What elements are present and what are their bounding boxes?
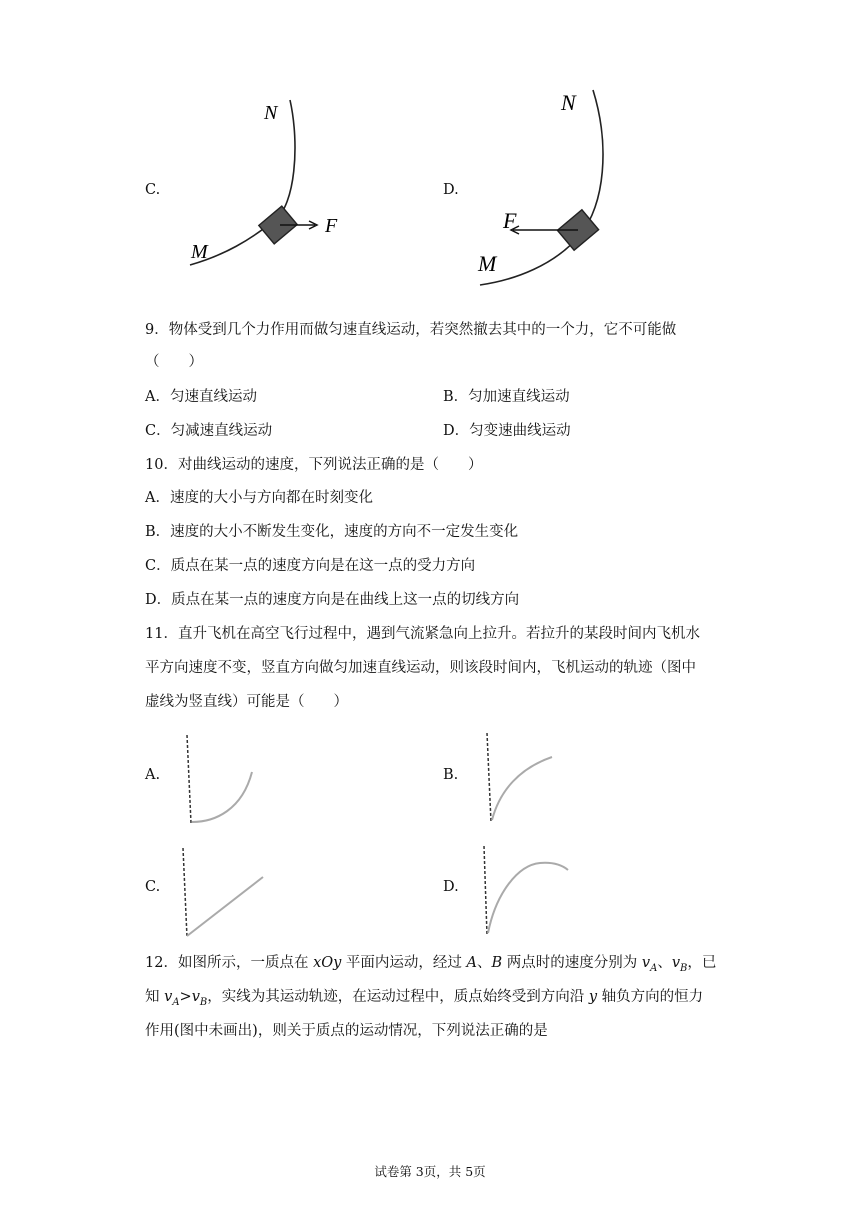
question-11-figure-d[interactable]: [478, 843, 578, 943]
question-12-stem-line3: 作用(图中未画出)，则关于质点的运动情况，下列说法正确的是: [145, 1023, 548, 1039]
question-9-option-b[interactable]: B．匀加速直线运动: [443, 389, 570, 405]
force-label-f: F: [325, 215, 338, 237]
point-label-n: N: [264, 102, 278, 124]
question-12-stem-line2: 知 $v_A>v_B$，实线为其运动轨迹，在运动过程中，质点始终受到方向沿 y 轴负方向的恒力: [145, 989, 704, 1008]
point-label-n: N: [561, 90, 576, 115]
figure-8d-diagram: [475, 85, 635, 290]
option-c-label: C.: [145, 182, 161, 198]
question-11-stem-line2: 平方向速度不变，竖直方向做匀加速直线运动，则该段时间内，飞机运动的轨迹（图中: [145, 660, 696, 676]
question-10-option-d[interactable]: D．质点在某一点的速度方向是在曲线上这一点的切线方向: [145, 592, 520, 608]
question-11-option-d-label[interactable]: D.: [443, 879, 459, 895]
question-10-stem: 10．对曲线运动的速度，下列说法正确的是（ ）: [145, 457, 483, 473]
question-11-option-c-label[interactable]: C.: [145, 879, 161, 895]
question-9-option-c[interactable]: C．匀减速直线运动: [145, 423, 273, 439]
question-11-option-a-label[interactable]: A.: [145, 767, 161, 783]
question-11-stem-line3: 虚线为竖直线）可能是（ ）: [145, 694, 348, 710]
force-label-f: F: [503, 208, 517, 233]
question-9-stem-line1: 9．物体受到几个力作用而做匀速直线运动，若突然撤去其中的一个力，它不可能做: [145, 322, 677, 338]
question-10-option-b[interactable]: B．速度的大小不断发生变化，速度的方向不一定发生变化: [145, 524, 519, 540]
page-footer: 试卷第 3页，共 5页: [374, 1164, 486, 1179]
question-9-option-d[interactable]: D．匀变速曲线运动: [443, 423, 571, 439]
question-9-stem-line2: （ ）: [145, 354, 203, 370]
point-label-m: M: [191, 241, 208, 263]
question-11-figure-c[interactable]: [180, 845, 270, 945]
question-9-option-a[interactable]: A．匀速直线运动: [145, 389, 257, 405]
point-label-m: M: [478, 251, 497, 276]
question-12-stem-line1: 12．如图所示，一质点在 xOy 平面内运动，经过 A、B 两点时的速度分别为 $v_A$、$v_B$，已: [145, 955, 717, 974]
question-10-option-a[interactable]: A．速度的大小与方向都在时刻变化: [145, 490, 373, 506]
question-10-option-c[interactable]: C．质点在某一点的速度方向是在这一点的受力方向: [145, 558, 476, 574]
option-d-label: D.: [443, 182, 459, 198]
question-11-figure-a[interactable]: [180, 730, 260, 830]
question-11-stem-line1: 11．直升飞机在高空飞行过程中，遇到气流紧急向上拉升。若拉升的某段时间内飞机水: [145, 626, 700, 642]
question-11-figure-b[interactable]: [480, 730, 560, 830]
figure-8c-diagram: [185, 95, 355, 280]
question-11-option-b-label[interactable]: B.: [443, 767, 459, 783]
